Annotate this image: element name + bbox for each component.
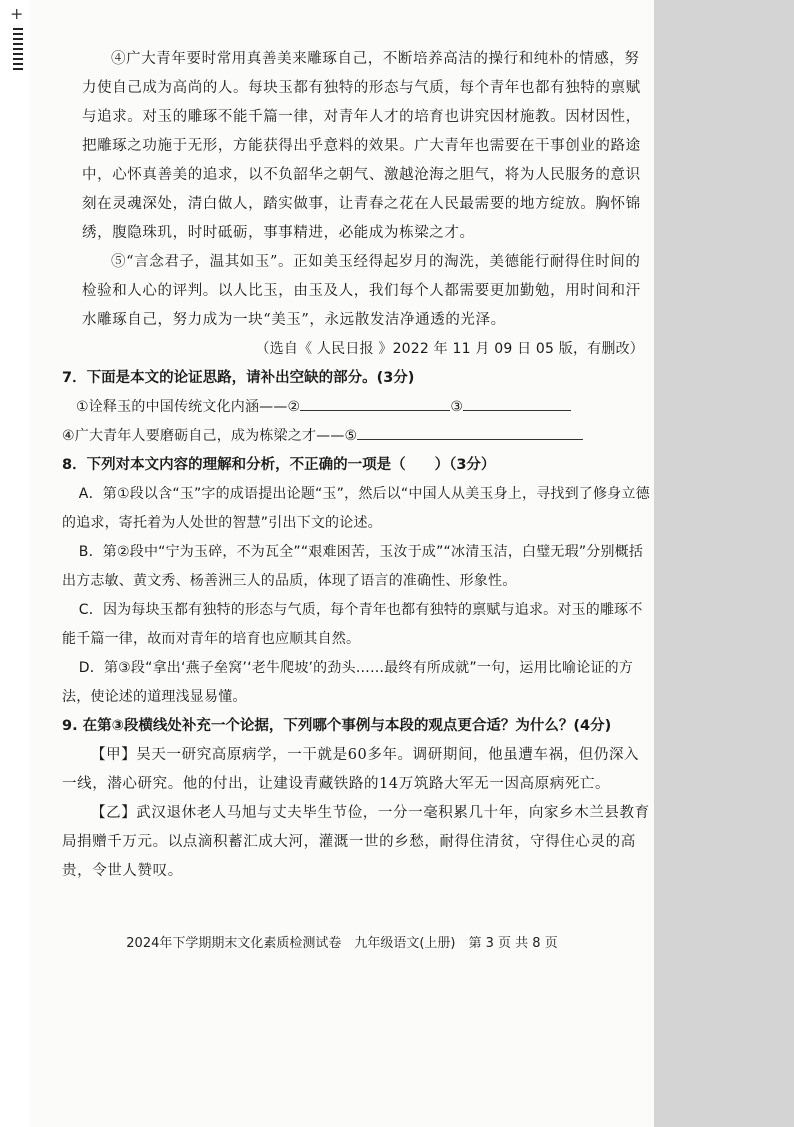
q7-line-2 xyxy=(62,422,652,451)
q8-stem: 8．下列对本文内容的理解和分析，不正确的一项是（ ）（3分） xyxy=(62,457,496,473)
q7-line2-prefix: ④广大青年人要磨砺自己，成为栋梁之才——⑤ xyxy=(62,428,358,444)
q8-option-a: A．第①段以含“玉”字的成语提出论题“玉”，然后以“中国人从美玉身上，寻找到了修身立德的追求，寄托着为人处世的智慧”引出下文的论述。 xyxy=(62,486,650,531)
q7-line-1 xyxy=(76,393,652,422)
q9-stem: 9. 在第③段横线处补充一个论据，下列哪个事例与本段的观点更合适？为什么？(4分) xyxy=(62,718,612,734)
edge-scan-marks xyxy=(13,28,23,70)
page-footer: 2024年下学期期末文化素质检测试卷 九年级语文(上册) 第 3 页 共 8 页 xyxy=(126,936,558,951)
q7-blank-2[interactable] xyxy=(300,394,450,411)
paragraph-5: ⑤“言念君子，温其如玉”。正如美玉经得起岁月的淘洗，美德能行耐得住时间的检验和人心的评判。以人比玉，由玉及人，我们每个人都需要更加勤勉，用时间和汗水雕琢自己，努力成为一块“美玉”，永远散发洁净通透的光泽。 xyxy=(82,254,641,328)
scan-background-right xyxy=(654,0,794,1127)
q8-option-c: C．因为每块玉都有独特的形态与气质，每个青年也都有独特的禀赋与追求。对玉的雕琢不能千篇一律，故而对青年的培育也应顺其自然。 xyxy=(62,602,643,647)
q9-example-yi: 【乙】武汉退休老人马旭与丈夫毕生节俭，一分一毫积累几十年，向家乡木兰县教育局捐赠千万元。以点滴积蓄汇成大河，灌溉一世的乡愁，耐得住清贫，守得住心灵的高贵，令世人赞叹。 xyxy=(62,805,650,879)
left-margin-strip xyxy=(0,0,30,1127)
q7-line1-mid: ③ xyxy=(450,399,464,415)
page-content xyxy=(62,0,652,886)
q9-example-jia: 【甲】吴天一研究高原病学，一干就是60多年。调研期间，他虽遭车祸，但仍深入一线，潜心研究。他的付出，让建设青藏铁路的14万筑路大军无一因高原病死亡。 xyxy=(62,747,640,792)
paragraph-4: ④广大青年要时常用真善美来雕琢自己，不断培养高洁的操行和纯朴的情感，努力使自己成为高尚的人。每块玉都有独特的形态与气质，每个青年也都有独特的禀赋与追求。对玉的雕琢不能千篇一律，对青年人才的培育也讲究因材施教。因材因性，把雕琢之功施于无形，方能获得出乎意料的效果。广大青年也需要在干事创业的路途中，心怀真善美的追求，以不负韶华之朝气、激越沧海之胆气，将为人民服务的意识刻在灵魂深处，清白做人，踏实做事，让青春之花在人民最需要的地方绽放。胸怀锦绣，腹隐珠玑，时时砥砺，事事精进，必能成为栋梁之才。 xyxy=(82,51,641,241)
source-citation: （选自《 人民日报 》2022 年 11 月 09 日 05 版，有删改） xyxy=(255,341,644,357)
exam-page xyxy=(30,0,654,1127)
q8-option-b: B．第②段中“宁为玉碎，不为瓦全”“艰难困苦，玉汝于成”“冰清玉洁，白璧无瑕”分别概括出方志敏、黄文秀、杨善洲三人的品质，体现了语言的准确性、形象性。 xyxy=(62,544,644,589)
q7-stem: 7．下面是本文的论证思路，请补出空缺的部分。(3分) xyxy=(62,370,415,386)
q7-line1-prefix: ①诠释玉的中国传统文化内涵——② xyxy=(76,399,301,415)
q7-blank-5[interactable] xyxy=(357,423,583,440)
q8-option-d: D．第③段“拿出‘燕子垒窝’‘老牛爬坡’的劲头……最终有所成就”一句，运用比喻论证的方法，使论述的道理浅显易懂。 xyxy=(62,660,634,705)
registration-mark: + xyxy=(10,4,24,23)
q7-blank-3[interactable] xyxy=(463,394,571,411)
